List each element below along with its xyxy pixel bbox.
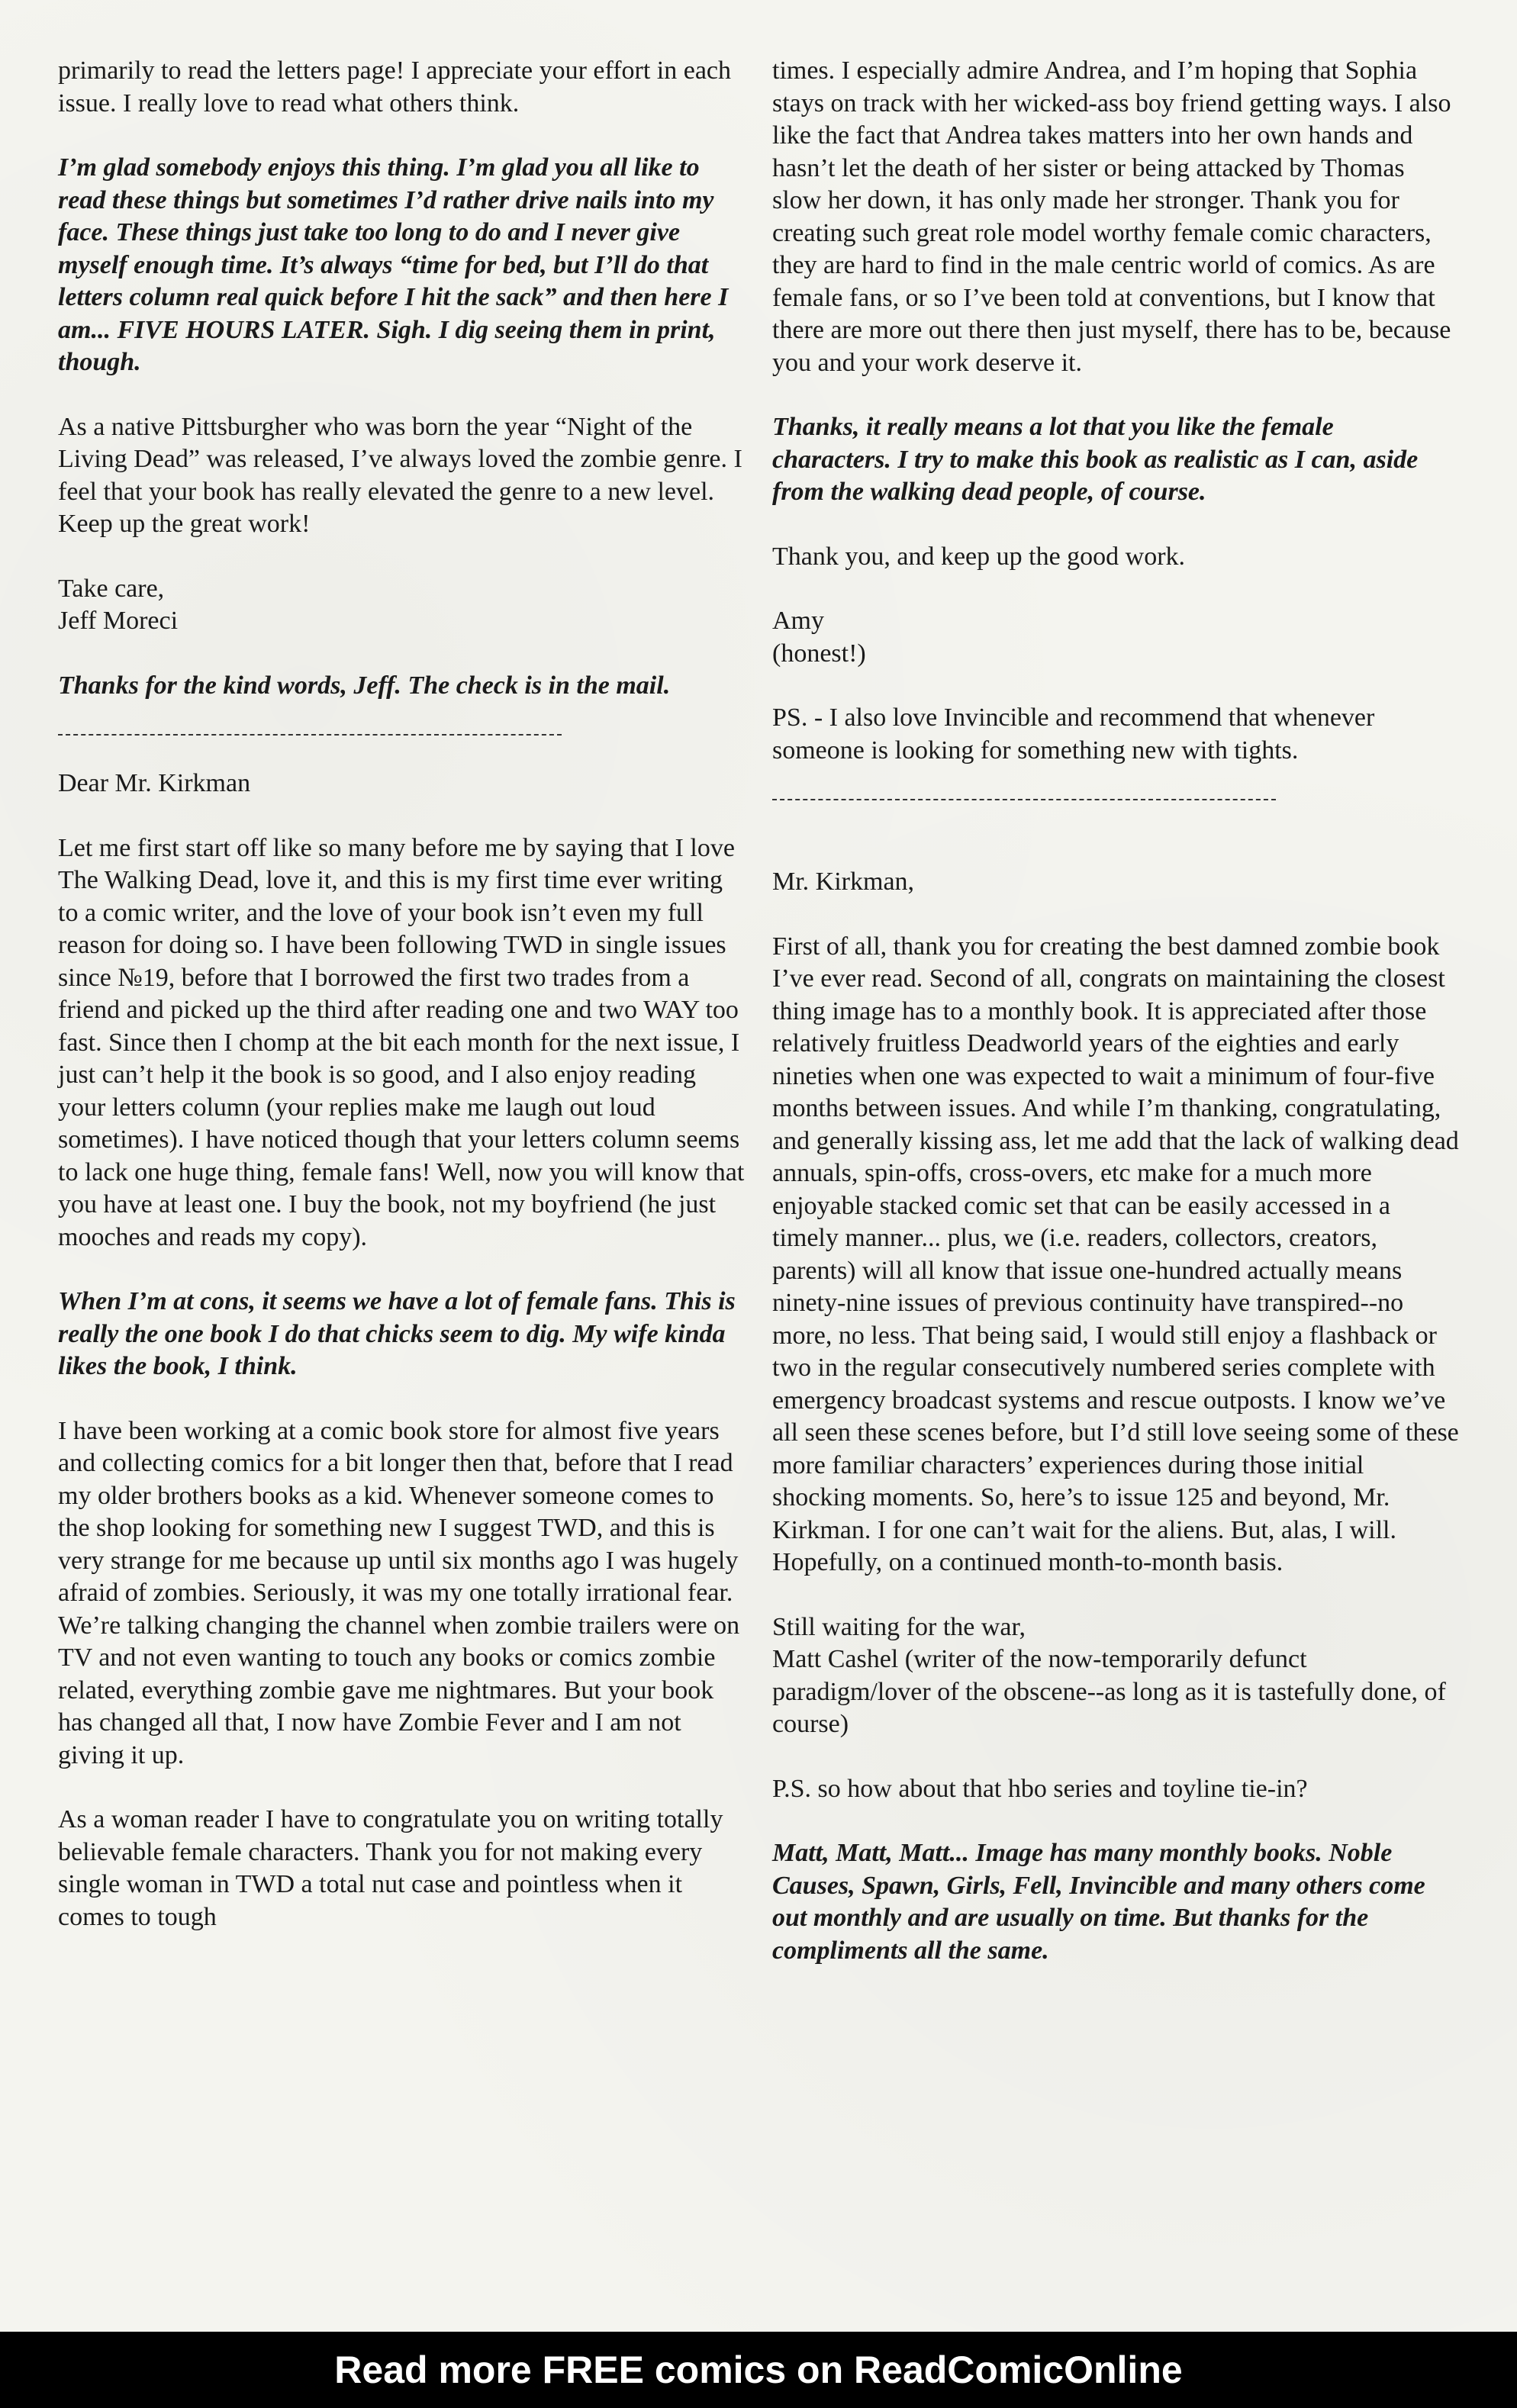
letter-paragraph: First of all, thank you for creating the best damned zombie book I’ve ever read. Second of all, congrats on maintaining the closest thing image has to a monthly book. It is appreciated after those relatively fruitless Deadworld years of the eighties and early nineties when one was expected to wait a minimum of four-five months between issues. And while I’m thanking, congratulating, and generally kissing ass, let me add that the lack of walking dead annuals, spin-offs, cross-overs, etc make for a much more enjoyable stacked comic set that can be easily accessed in a timely manner... plus, we (i.e. readers, collectors, creators, parents) will all know that issue one-hundred actually means ninety-nine issues of previous continuity have transpired--no more, no less. That being said, I would still enjoy a flashback or two in the regular consecutively numbered series complete with emergency broadcast systems and rescue outposts. I know we’ve all seen these scenes before, but I’d still love seeing some of these more familiar characters’ experiences during those initial shocking moments. So, here’s to issue 125 and beyond, Mr. Kirkman. I for one can’t wait for the aliens. But, alas, I will. Hopefully, on a continued month-to-month basis. [772, 932, 1459, 1576]
editor-reply: Matt, Matt, Matt... Image has many monthly books. Noble Causes, Spawn, Girls, Fell, Invincible and many others come out monthly and are usually on time. But thanks for the compliments all the same. [772, 1839, 1425, 1965]
letter-paragraph: As a woman reader I have to congratulate you on writing totally believable female characters. Thank you for not making every single woman in TWD a total nut case and pointless when it comes to tough [58, 1805, 723, 1931]
letter-salutation: Mr. Kirkman, [772, 868, 915, 896]
letter-signature: Jeff Moreci [58, 607, 179, 635]
letter-paragraph: times. I especially admire Andrea, and I’m hoping that Sophia stays on track with her wicked-ass boy friend getting ways. I also like the fact that Andrea takes matters into her own hands and hasn’t let the death of her sister or being attacked by Thomas slow her down, it has only made her stronger. Thank you for creating such great role model worthy female comic characters, they are hard to find in the male centric world of comics. As are female fans, or so I’ve been told at conventions, but I know that there are more out there then just myself, there has to be, because you and your work deserve it. [772, 56, 1451, 377]
letter-postscript: PS. - I also love Invincible and recommend that whenever someone is looking for something new with tights. [772, 703, 1375, 765]
editor-reply: When I’m at cons, it seems we have a lot of female fans. This is really the one book I do that chicks seem to dig. My wife kinda likes the book, I think. [58, 1287, 736, 1380]
promo-banner[interactable] [0, 2332, 1517, 2408]
letter-signature: Amy [772, 607, 824, 635]
letter-divider [772, 799, 1276, 800]
letter-paragraph: Thank you, and keep up the good work. [772, 542, 1186, 571]
letter-divider [58, 734, 562, 736]
letter-signoff: Still waiting for the war, [772, 1612, 1026, 1641]
letter-paragraph: Let me first start off like so many before me by saying that I love The Walking Dead, love it, and this is my first time ever writing to a comic writer, and the love of your book isn’t even my full reason for doing so. I have been following TWD in single issues since №19, before that I borrowed the first two trades from a friend and picked up the third after reading one and two WAY too fast. Since then I chomp at the bit each month for the next issue, I just can’t help it the book is so good, and I also enjoy reading your letters column (your replies make me laugh out loud sometimes). I have noticed though that your letters column seems to lack one huge thing, female fans! Well, now you will know that you have at least one. I buy the book, not my boyfriend (he just mooches and reads my copy). [58, 833, 745, 1251]
right-column [772, 55, 1459, 1999]
letter-signoff: Take care, [58, 574, 165, 603]
left-column [58, 55, 745, 1965]
editor-reply: Thanks for the kind words, Jeff. The check is in the mail. [58, 671, 671, 700]
editor-reply: Thanks, it really means a lot that you like the female characters. I try to make this book as realistic as I can, aside from the walking dead people, of course. [772, 413, 1419, 506]
letter-salutation: Dear Mr. Kirkman [58, 769, 251, 797]
letter-paragraph: As a native Pittsburgher who was born the year “Night of the Living Dead” was released, I’ve always loved the zombie genre. I feel that your book has really elevated the genre to a new level. Keep up the great work! [58, 412, 742, 538]
letter-paragraph: primarily to read the letters page! I appreciate your effort in each issue. I really love to read what others think. [58, 56, 732, 118]
promo-banner-text: Read more FREE comics on ReadComicOnline [334, 2348, 1183, 2391]
letter-postscript: P.S. so how about that hbo series and toyline tie-in? [772, 1774, 1308, 1803]
letter-signature-note: (honest!) [772, 639, 866, 668]
editor-reply: I’m glad somebody enjoys this thing. I’m glad you all like to read these things but sometimes I’d rather drive nails into my face. These things just take too long to do and I never give myself enough time. It’s always “time for bed, but I’ll do that letters column real quick before I hit the sack” and then here I am... FIVE HOURS LATER. Sigh. I dig seeing them in print, though. [58, 153, 729, 376]
letter-signature: Matt Cashel (writer of the now-temporarily defunct paradigm/lover of the obscene--as long as it is tastefully done, of course) [772, 1645, 1446, 1738]
letter-paragraph: I have been working at a comic book store for almost five years and collecting comics for a bit longer then that, before that I read my older brothers books as a kid. Whenever someone comes to the shop looking for something new I suggest TWD, and this is very strange for me because up until six months ago I was hugely afraid of zombies. Seriously, it was my one totally irrational fear. We’re talking changing the channel when zombie trailers were on TV and not even wanting to touch any books or comics zombie related, everything zombie gave me nightmares. But your book has changed all that, I now have Zombie Fever and I am not giving it up. [58, 1416, 740, 1769]
